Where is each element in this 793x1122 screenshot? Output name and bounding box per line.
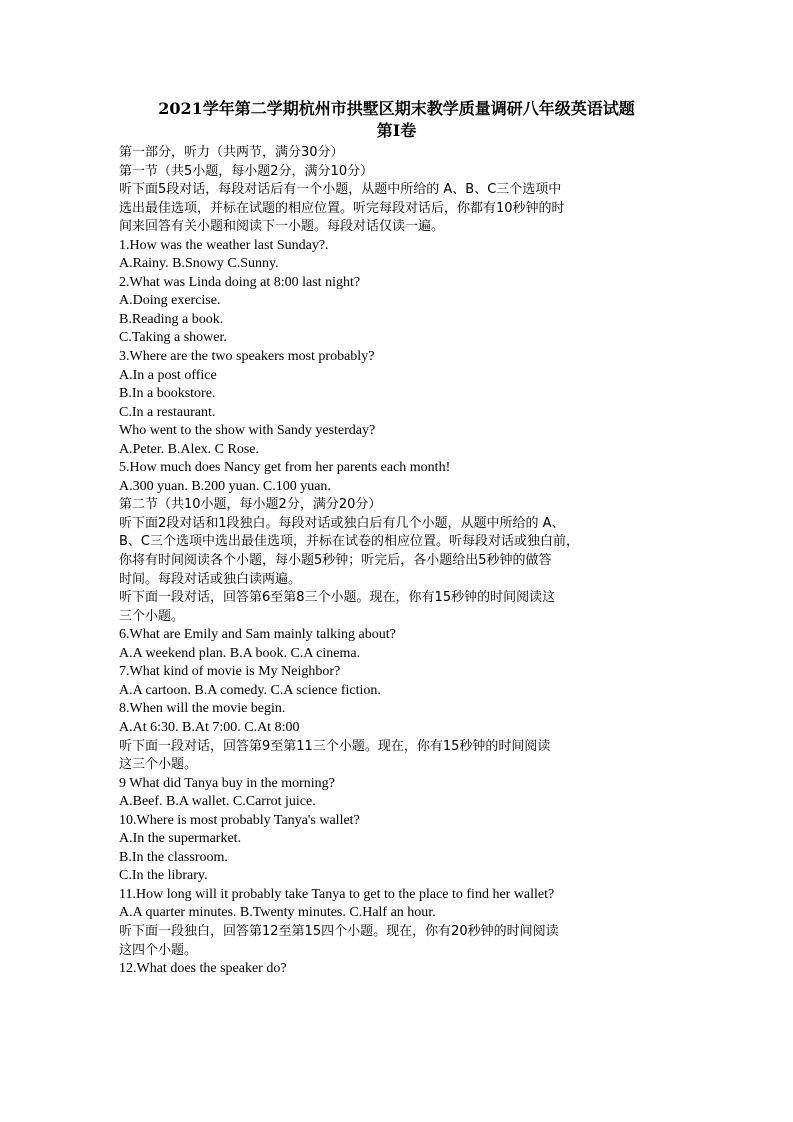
instruction-text: 间来回答有关小题和阅读下一小题。每段对话仅读一遍。 xyxy=(119,219,445,235)
instruction-text: 选出最佳选项，并标在试题的相应位置。听完每段对话后，你都有10秒钟的时 xyxy=(119,200,565,216)
answer-option: C.Taking a shower. xyxy=(119,330,227,346)
instruction-text: B、C三个选项中选出最佳选项，并标在试卷的相应位置。听每段对话或独白前， xyxy=(119,534,579,550)
question-text: 12.What does the speaker do? xyxy=(119,961,287,977)
question-text: 3.Where are the two speakers most probably? xyxy=(119,349,375,365)
answer-options: A.Beef. B.A wallet. C.Carrot juice. xyxy=(119,794,316,810)
question-text: 11.How long will it probably take Tanya to get to the place to find her wallet? xyxy=(119,886,555,902)
answer-option: B.Reading a book. xyxy=(119,311,224,327)
instruction-text: 三个小题。 xyxy=(119,608,185,624)
answer-options: A.Rainy. B.Snowy C.Sunny. xyxy=(119,256,279,272)
subsection-header: 第一节（共5小题，每小题2分，满分10分） xyxy=(119,163,374,179)
instruction-text: 你将有时间阅读各个小题，每小题5秒钟；听完后，各小题给出5秒钟的做答 xyxy=(119,553,552,569)
subsection-header: 第二节（共10小题，每小题2分，满分20分） xyxy=(119,497,382,513)
instruction-text: 这三个小题。 xyxy=(119,757,198,773)
answer-option: C.In the library. xyxy=(119,868,208,884)
answer-option: A.In the supermarket. xyxy=(119,831,242,847)
exam-subtitle: 第I卷 xyxy=(376,121,417,140)
question-text: 8.When will the movie begin. xyxy=(119,701,286,717)
instruction-text: 这四个小题。 xyxy=(119,942,198,958)
answer-option: B.In the classroom. xyxy=(119,849,228,865)
answer-options: A.A weekend plan. B.A book. C.A cinema. xyxy=(119,645,361,661)
question-text: 6.What are Emily and Sam mainly talking about? xyxy=(119,627,396,643)
exam-title: 2021学年第二学期杭州市拱墅区期末教学质量调研八年级英语试题 xyxy=(158,99,635,118)
instruction-text: 听下面一段对话，回答第9至第11三个小题。现在，你有15秒钟的时间阅读 xyxy=(119,738,551,754)
answer-options: A.300 yuan. B.200 yuan. C.100 yuan. xyxy=(119,478,331,494)
question-text: 7.What kind of movie is My Neighbor? xyxy=(119,664,341,680)
instruction-text: 听下面5段对话，每段对话后有一个小题，从题中所给的 A、B、C三个选项中 xyxy=(119,182,562,198)
answer-options: A.At 6:30. B.At 7:00. C.At 8:00 xyxy=(119,719,300,735)
question-text: 5.How much does Nancy get from her parents each month! xyxy=(119,460,451,476)
section-header: 第一部分，听力（共两节，满分30分） xyxy=(119,145,344,160)
answer-options: A.Peter. B.Alex. C Rose. xyxy=(119,441,259,457)
question-text: 10.Where is most probably Tanya's wallet? xyxy=(119,812,360,828)
question-text: Who went to the show with Sandy yesterday? xyxy=(119,423,376,439)
instruction-text: 听下面2段对话和1段独白。每段对话或独白后有几个小题，从题中所给的 A、 xyxy=(119,515,565,531)
answer-options: A.A cartoon. B.A comedy. C.A science fiction. xyxy=(119,682,381,698)
answer-option: C.In a restaurant. xyxy=(119,404,216,420)
question-text: 1.How was the weather last Sunday?. xyxy=(119,237,329,253)
answer-option: A.In a post office xyxy=(119,367,217,383)
answer-option: B.In a bookstore. xyxy=(119,386,216,402)
instruction-text: 时间。每段对话或独白读两遍。 xyxy=(119,571,302,587)
question-text: 2.What was Linda doing at 8:00 last night? xyxy=(119,274,361,290)
exam-body xyxy=(119,144,679,979)
answer-options: A.A quarter minutes. B.Twenty minutes. C.Half an hour. xyxy=(119,905,436,921)
answer-option: A.Doing exercise. xyxy=(119,293,221,309)
instruction-text: 听下面一段对话，回答第6至第8三个小题。现在，你有15秒钟的时间阅读这 xyxy=(119,590,556,606)
instruction-text: 听下面一段独白，回答第12至第15四个小题。现在，你有20秒钟的时间阅读 xyxy=(119,923,559,939)
question-text: 9 What did Tanya buy in the morning? xyxy=(119,775,335,791)
